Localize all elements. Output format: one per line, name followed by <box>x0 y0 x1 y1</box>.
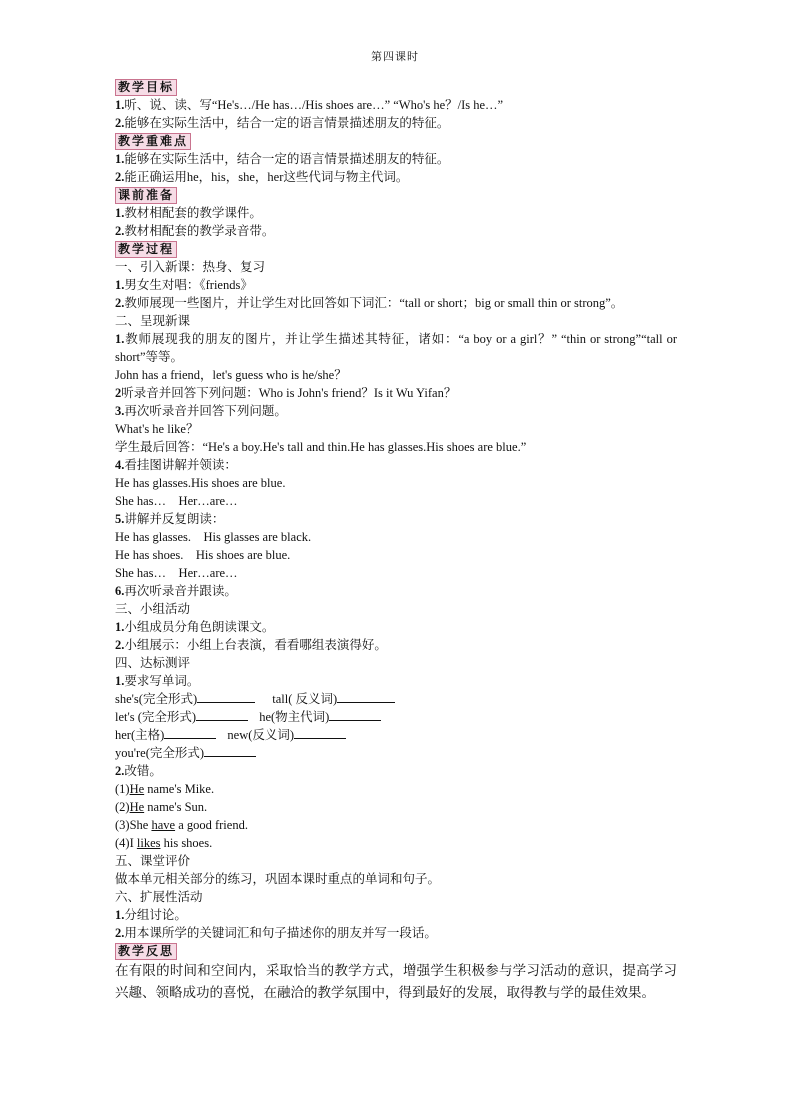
exercise-prompt: she's(完全形式) <box>115 692 198 706</box>
exercise-row <box>115 726 677 744</box>
exercise-row <box>115 744 677 762</box>
process-item: 1.男女生对唱：《friends》 <box>115 278 253 292</box>
process-item: 1.教师展现我的朋友的图片，并让学生描述其特征，诸如：“a boy or a girl？” “thin or strong”“tall or short”等等。 <box>115 332 677 364</box>
process-item: 2.教师展现一些图片，并让学生对比回答如下词汇：“tall or short；big or small thin or strong”。 <box>115 296 624 310</box>
process-item: 2.用本课所学的关键词汇和句子描述你的朋友并写一段话。 <box>115 926 437 940</box>
process-item: 1.小组成员分角色朗读课文。 <box>115 620 275 634</box>
section-title: 五、课堂评价 <box>115 854 191 868</box>
text-line: He has glasses. His glasses are black. <box>115 530 312 544</box>
text-line: He has shoes. His shoes are blue. <box>115 548 291 562</box>
preparation-item: 2.教材相配套的教学录音带。 <box>115 224 275 238</box>
answer-blank[interactable] <box>164 726 216 739</box>
heading-process: 教学过程 <box>115 241 177 258</box>
exercise-row <box>115 690 677 708</box>
preparation-item: 1.教材相配套的教学课件。 <box>115 206 262 220</box>
section-title: 三、小组活动 <box>115 602 191 616</box>
objective-item: 1.听、说、读、写“He's…/He has…/His shoes are…” “Who's he？/Is he…” <box>115 98 504 112</box>
objective-item: 2.能够在实际生活中，结合一定的语言情景描述朋友的特征。 <box>115 116 450 130</box>
section-title: 二、呈现新课 <box>115 314 191 328</box>
text-line: 做本单元相关部分的练习，巩固本课时重点的单词和句子。 <box>115 872 441 886</box>
heading-key-points: 教学重难点 <box>115 133 191 150</box>
lesson-content <box>115 78 677 1004</box>
answer-blank[interactable] <box>197 690 255 703</box>
heading-objectives: 教学目标 <box>115 79 177 96</box>
exercise-prompt: new(反义词) <box>227 728 295 742</box>
answer-blank[interactable] <box>204 744 256 757</box>
exercise-prompt: you're(完全形式) <box>115 746 205 760</box>
key-point-item: 2.能正确运用he，his，she，her这些代词与物主代词。 <box>115 170 409 184</box>
section-title: 六、扩展性活动 <box>115 890 203 904</box>
key-point-item: 1.能够在实际生活中，结合一定的语言情景描述朋友的特征。 <box>115 152 450 166</box>
process-item: 6.再次听录音并跟读。 <box>115 584 237 598</box>
heading-preparation: 课前准备 <box>115 187 177 204</box>
text-line: She has… Her…are… <box>115 566 238 580</box>
section-title: 四、达标测评 <box>115 656 191 670</box>
correction-item: (3)She have a good friend. <box>115 818 248 832</box>
text-line: John has a friend，let's guess who is he/she？ <box>115 368 347 382</box>
text-line: What's he like？ <box>115 422 199 436</box>
process-item: 3.再次听录音并回答下列问题。 <box>115 404 287 418</box>
section-title: 一、引入新课：热身、复习 <box>115 260 266 274</box>
text-line: 学生最后回答：“He's a boy.He's tall and thin.He has glasses.His shoes are blue.” <box>115 440 527 454</box>
answer-blank[interactable] <box>196 708 248 721</box>
reflection-text: 在有限的时间和空间内，采取恰当的教学方式，增强学生积极参与学习活动的意识，提高学习兴趣、领略成功的喜悦，在融洽的教学氛围中，得到最好的发展，取得教与学的最佳效果。 <box>115 963 677 1000</box>
correction-item: (1)He name's Mike. <box>115 782 215 796</box>
heading-reflection: 教学反思 <box>115 943 177 960</box>
process-item: 5.讲解并反复朗读： <box>115 512 225 526</box>
exercise-prompt: tall( 反义词) <box>272 692 338 706</box>
exercise-prompt: her(主格) <box>115 728 165 742</box>
process-item: 1.分组讨论。 <box>115 908 187 922</box>
answer-blank[interactable] <box>329 708 381 721</box>
answer-blank[interactable] <box>337 690 395 703</box>
correction-item: (2)He name's Sun. <box>115 800 208 814</box>
page-title: 第四课时 <box>371 50 419 63</box>
exercise-row <box>115 708 677 726</box>
process-item: 2.改错。 <box>115 764 162 778</box>
process-item: 1.要求写单词。 <box>115 674 200 688</box>
process-item: 2听录音并回答下列问题：Who is John's friend？Is it Wu Yifan？ <box>115 386 457 400</box>
process-item: 4.看挂图讲解并领读： <box>115 458 237 472</box>
text-line: He has glasses.His shoes are blue. <box>115 476 286 490</box>
exercise-prompt: he(物主代词) <box>259 710 330 724</box>
answer-blank[interactable] <box>294 726 346 739</box>
correction-item: (4)I likes his shoes. <box>115 836 213 850</box>
exercise-prompt: let's (完全形式) <box>115 710 197 724</box>
process-item: 2.小组展示：小组上台表演，看看哪组表演得好。 <box>115 638 387 652</box>
text-line: She has… Her…are… <box>115 494 238 508</box>
